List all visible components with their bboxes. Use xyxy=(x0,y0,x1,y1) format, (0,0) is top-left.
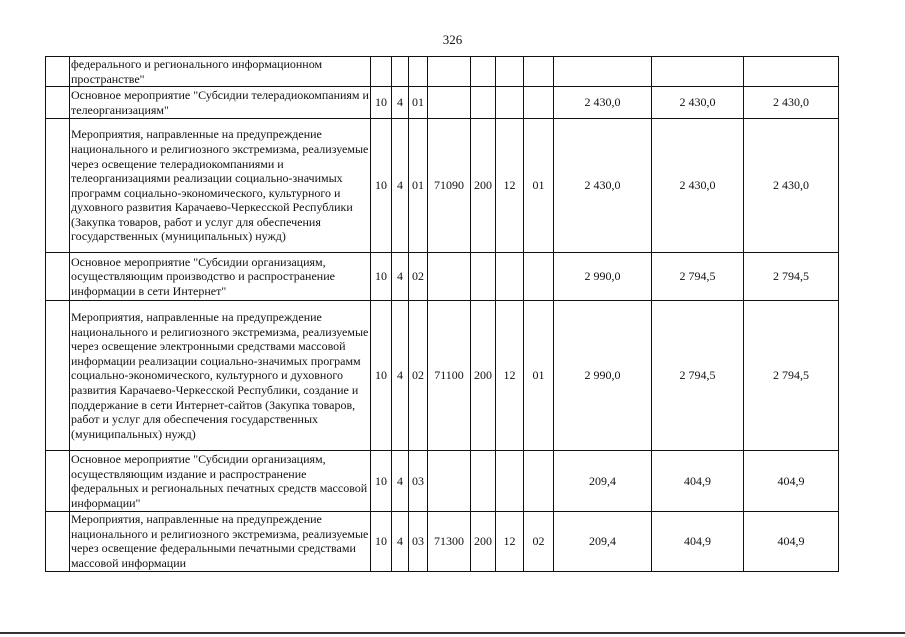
code-cell: 12 xyxy=(496,119,524,253)
table-row xyxy=(46,512,839,571)
code-cell: 01 xyxy=(409,87,428,119)
amount-cell: 2 430,0 xyxy=(652,119,744,253)
amount-cell: 2 430,0 xyxy=(554,87,652,119)
table-row xyxy=(46,301,839,451)
code-cell: 03 xyxy=(409,512,428,571)
code-cell xyxy=(428,253,471,301)
code-cell xyxy=(471,57,496,87)
code-cell xyxy=(524,253,554,301)
description-cell: Основное мероприятие "Субсидии организациям, осуществляющим производство и распространение информации в сети Интернет" xyxy=(70,253,371,301)
description-cell: Мероприятия, направленные на предупреждение национального и религиозного экстремизма, реализуемые через освещение телерадиокомпаниями и телеорганизациями реализации социально-значимых программ социально-экономического, культурного и духовного развития Карачаево-Черкесской Республики (Закупка товаров, работ и услуг для обеспечения государственных (муниципальных) нужд) xyxy=(70,119,371,253)
amount-cell: 2 794,5 xyxy=(744,253,839,301)
table-row xyxy=(46,57,839,87)
code-cell xyxy=(524,57,554,87)
code-cell: 200 xyxy=(471,119,496,253)
code-cell: 12 xyxy=(496,512,524,571)
description-cell: Основное мероприятие "Субсидии организациям, осуществляющим издание и распространение федеральных и региональных печатных средств массовой информации" xyxy=(70,451,371,512)
amount-cell: 2 794,5 xyxy=(652,253,744,301)
code-cell xyxy=(496,57,524,87)
amount-cell: 2 794,5 xyxy=(744,301,839,451)
code-cell: 02 xyxy=(409,253,428,301)
description-cell: Мероприятия, направленные на предупреждение национального и религиозного экстремизма, реализуемые через освещение электронными средствами массовой информации реализации социально-значимых программ социально-экономического, культурного и духовного развития Карачаево-Черкесской Республики, создание и поддержание в сети Интернет-сайтов (Закупка товаров, работ и услуг для обеспечения государственных (муниципальных) нужд) xyxy=(70,301,371,451)
code-cell xyxy=(371,57,392,87)
code-cell: 02 xyxy=(409,301,428,451)
row-index-cell xyxy=(46,301,70,451)
code-cell: 4 xyxy=(392,253,409,301)
budget-table xyxy=(45,56,839,572)
code-cell xyxy=(428,451,471,512)
code-cell: 10 xyxy=(371,119,392,253)
row-index-cell xyxy=(46,451,70,512)
code-cell: 02 xyxy=(524,512,554,571)
description-cell: федерального и регионального информационном пространстве" xyxy=(70,57,371,87)
code-cell xyxy=(409,57,428,87)
code-cell: 01 xyxy=(524,301,554,451)
row-index-cell xyxy=(46,253,70,301)
code-cell xyxy=(428,57,471,87)
code-cell xyxy=(471,451,496,512)
amount-cell xyxy=(744,57,839,87)
table-row xyxy=(46,451,839,512)
code-cell: 03 xyxy=(409,451,428,512)
code-cell xyxy=(524,87,554,119)
code-cell: 10 xyxy=(371,301,392,451)
code-cell: 71300 xyxy=(428,512,471,571)
code-cell: 01 xyxy=(409,119,428,253)
code-cell xyxy=(524,451,554,512)
description-cell: Мероприятия, направленные на предупреждение национального и религиозного экстремизма, реализуемые через освещение федеральными печатными средствами массовой информации xyxy=(70,512,371,571)
amount-cell: 2 430,0 xyxy=(744,119,839,253)
description-cell: Основное мероприятие "Субсидии телерадиокомпаниям и телеорганизациям" xyxy=(71,88,369,117)
code-cell: 10 xyxy=(371,451,392,512)
amount-cell: 2 430,0 xyxy=(554,119,652,253)
code-cell: 10 xyxy=(371,512,392,571)
code-cell xyxy=(471,253,496,301)
code-cell xyxy=(392,57,409,87)
amount-cell: 404,9 xyxy=(744,512,839,571)
code-cell: 4 xyxy=(392,512,409,571)
code-cell xyxy=(496,87,524,119)
code-cell xyxy=(496,451,524,512)
table-row xyxy=(46,253,839,301)
row-index-cell xyxy=(46,57,70,87)
code-cell xyxy=(496,253,524,301)
row-index-cell xyxy=(46,512,70,571)
code-cell: 4 xyxy=(392,119,409,253)
code-cell: 200 xyxy=(471,301,496,451)
amount-cell: 2 430,0 xyxy=(652,87,744,119)
amount-cell: 2 990,0 xyxy=(554,253,652,301)
bottom-edge-line xyxy=(0,632,905,634)
table-row xyxy=(46,119,839,253)
code-cell: 71090 xyxy=(428,119,471,253)
code-cell: 200 xyxy=(471,512,496,571)
amount-cell xyxy=(652,57,744,87)
amount-cell: 2 990,0 xyxy=(554,301,652,451)
amount-cell: 404,9 xyxy=(652,512,744,571)
code-cell: 12 xyxy=(496,301,524,451)
code-cell: 4 xyxy=(392,87,409,119)
row-index-cell xyxy=(46,87,70,119)
code-cell: 01 xyxy=(524,119,554,253)
amount-cell: 404,9 xyxy=(652,451,744,512)
code-cell: 4 xyxy=(392,301,409,451)
code-cell: 4 xyxy=(392,451,409,512)
code-cell: 71100 xyxy=(428,301,471,451)
code-cell: 10 xyxy=(371,87,392,119)
code-cell: 10 xyxy=(371,253,392,301)
amount-cell: 2 794,5 xyxy=(652,301,744,451)
amount-cell: 209,4 xyxy=(554,512,652,571)
page-number: 326 xyxy=(442,32,463,47)
amount-cell: 2 430,0 xyxy=(744,87,839,119)
amount-cell xyxy=(554,57,652,87)
code-cell xyxy=(471,87,496,119)
table-row xyxy=(46,87,839,119)
amount-cell: 209,4 xyxy=(554,451,652,512)
amount-cell: 404,9 xyxy=(744,451,839,512)
row-index-cell xyxy=(46,119,70,253)
code-cell xyxy=(428,87,471,119)
